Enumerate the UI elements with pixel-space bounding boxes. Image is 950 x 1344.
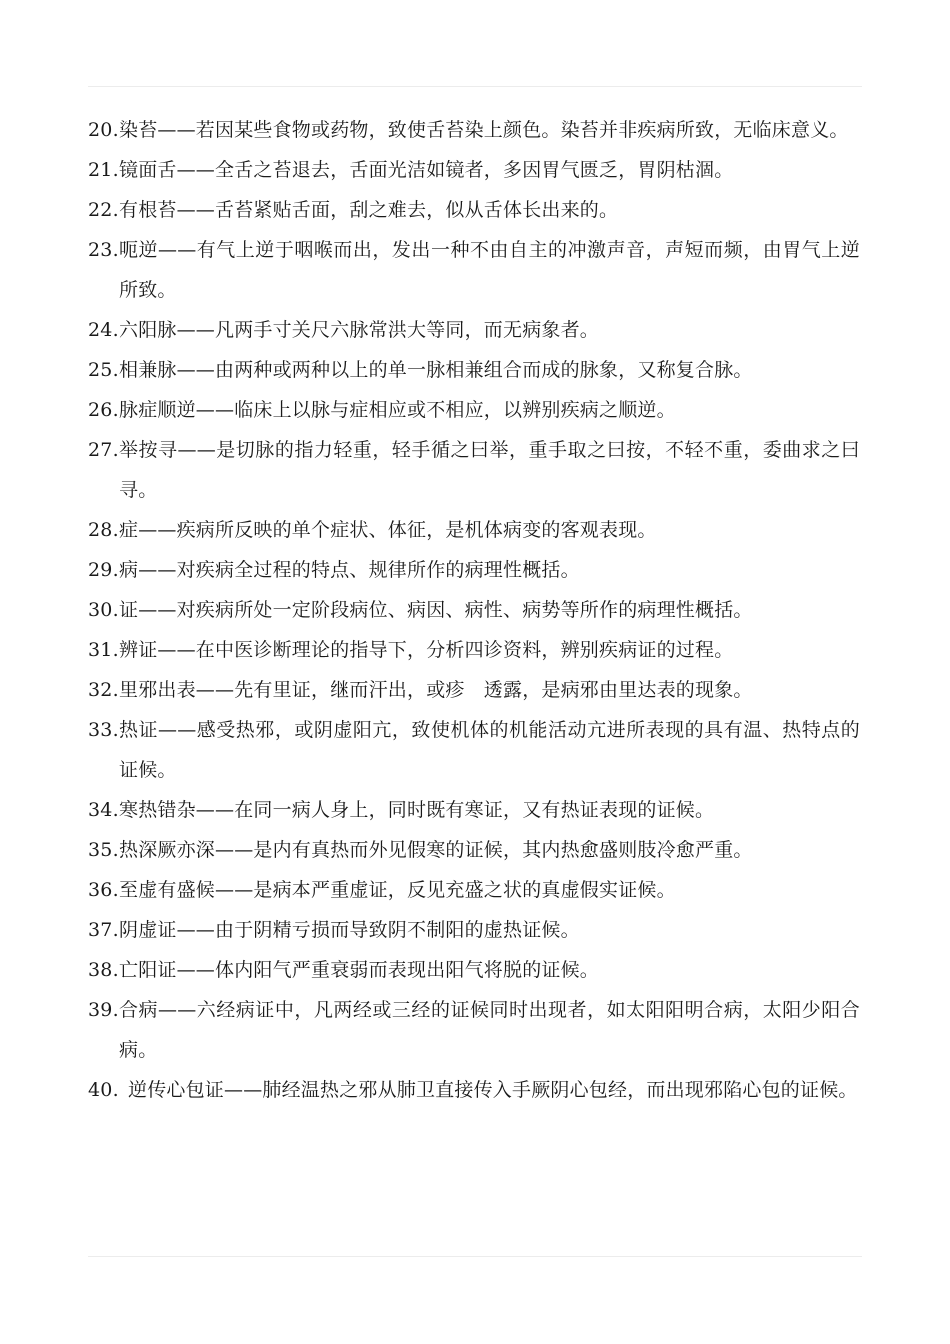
- entry-text: 呃逆——有气上逆于咽喉而出，发出一种不由自主的冲激声音，声短而频，由胃气上逆所致。: [119, 239, 860, 301]
- list-item: [88, 510, 860, 550]
- entry-text: 染苔——若因某些食物或药物，致使舌苔染上颜色。染苔并非疾病所致，无临床意义。: [119, 119, 849, 141]
- entry-text: 举按寻——是切脉的指力轻重，轻手循之曰举，重手取之曰按，不轻不重，委曲求之曰寻。: [119, 439, 860, 501]
- entry-text: 亡阳证——体内阳气严重衰弱而表现出阳气将脱的证候。: [119, 959, 600, 981]
- list-item: [88, 590, 860, 630]
- entry-text: 逆传心包证——肺经温热之邪从肺卫直接传入手厥阴心包经，而出现邪陷心包的证候。: [128, 1079, 858, 1101]
- entry-number: 29.: [88, 559, 119, 581]
- entry-text: 辨证——在中医诊断理论的指导下，分析四诊资料，辨别疾病证的过程。: [119, 639, 734, 661]
- entry-number: 34.: [88, 799, 119, 821]
- footer-rule: [88, 1256, 862, 1257]
- list-item: [88, 830, 860, 870]
- entry-number: 39.: [88, 999, 119, 1021]
- entry-number: 24.: [88, 319, 119, 341]
- entry-number: 25.: [88, 359, 119, 381]
- entry-text: 里邪出表——先有里证，继而汗出，或疹 透露，是病邪由里达表的现象。: [119, 679, 753, 701]
- list-item: [88, 670, 860, 710]
- list-item: [88, 190, 860, 230]
- entry-text: 寒热错杂——在同一病人身上，同时既有寒证，又有热证表现的证候。: [119, 799, 715, 821]
- entry-number: 33.: [88, 719, 119, 741]
- entry-text: 热证——感受热邪，或阴虚阳亢，致使机体的机能活动亢进所表现的具有温、热特点的证候。: [119, 719, 860, 781]
- entry-text: 至虚有盛候——是病本严重虚证，反见充盛之状的真虚假实证候。: [119, 879, 676, 901]
- list-item: [88, 630, 860, 670]
- entry-number: 21.: [88, 159, 119, 181]
- list-item: [88, 110, 860, 150]
- header-rule: [88, 86, 862, 87]
- list-item: [88, 990, 860, 1070]
- list-item: [88, 1070, 860, 1110]
- entry-text: 症——疾病所反映的单个症状、体征，是机体病变的客观表现。: [119, 519, 657, 541]
- entry-number: 31.: [88, 639, 119, 661]
- entry-text: 病——对疾病全过程的特点、规律所作的病理性概括。: [119, 559, 580, 581]
- entry-number: 22.: [88, 199, 119, 221]
- entry-text: 脉症顺逆——临床上以脉与症相应或不相应，以辨别疾病之顺逆。: [119, 399, 676, 421]
- entry-text: 镜面舌——全舌之苔退去，舌面光洁如镜者，多因胃气匮乏，胃阴枯涸。: [119, 159, 734, 181]
- list-item: [88, 150, 860, 190]
- list-item: [88, 390, 860, 430]
- entry-number: 26.: [88, 399, 119, 421]
- list-item: [88, 910, 860, 950]
- list-item: [88, 310, 860, 350]
- glossary-list: [88, 110, 860, 1110]
- entry-number: 27.: [88, 439, 119, 461]
- entry-number: 20.: [88, 119, 119, 141]
- entry-text: 阴虚证——由于阴精亏损而导致阴不制阳的虚热证候。: [119, 919, 580, 941]
- list-item: [88, 710, 860, 790]
- entry-number: 32.: [88, 679, 119, 701]
- list-item: [88, 870, 860, 910]
- entry-number: 35.: [88, 839, 119, 861]
- list-item: [88, 550, 860, 590]
- entry-number: 40.: [88, 1079, 119, 1101]
- entry-number: 37.: [88, 919, 119, 941]
- entry-text: 相兼脉——由两种或两种以上的单一脉相兼组合而成的脉象，又称复合脉。: [119, 359, 753, 381]
- entry-text: 热深厥亦深——是内有真热而外见假寒的证候，其内热愈盛则肢冷愈严重。: [119, 839, 753, 861]
- list-item: [88, 230, 860, 310]
- entry-number: 30.: [88, 599, 119, 621]
- entry-number: 36.: [88, 879, 119, 901]
- entry-number: 38.: [88, 959, 119, 981]
- list-item: [88, 790, 860, 830]
- list-item: [88, 430, 860, 510]
- entry-text: 合病——六经病证中，凡两经或三经的证候同时出现者，如太阳阳明合病，太阳少阳合病。: [119, 999, 860, 1061]
- entry-number: 23.: [88, 239, 119, 261]
- entry-number: 28.: [88, 519, 119, 541]
- list-item: [88, 350, 860, 390]
- entry-text: 六阳脉——凡两手寸关尺六脉常洪大等同，而无病象者。: [119, 319, 600, 341]
- list-item: [88, 950, 860, 990]
- entry-text: 证——对疾病所处一定阶段病位、病因、病性、病势等所作的病理性概括。: [119, 599, 753, 621]
- entry-text: 有根苔——舌苔紧贴舌面，刮之难去，似从舌体长出来的。: [119, 199, 619, 221]
